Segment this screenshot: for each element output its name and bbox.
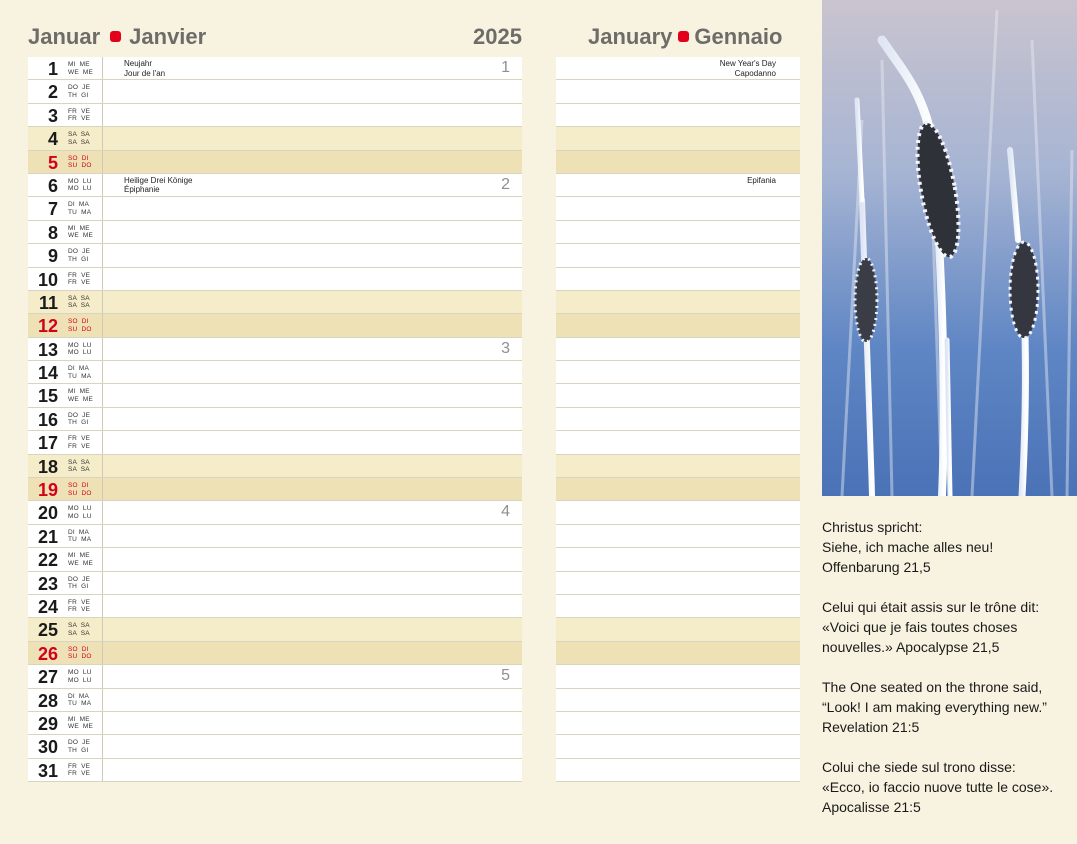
- day-row-20[interactable]: [28, 501, 522, 524]
- weekday-abbrev: [68, 412, 90, 427]
- day-row-13[interactable]: [28, 338, 522, 361]
- week-number: 3: [501, 339, 510, 357]
- day-number: 11: [38, 292, 58, 313]
- bible-verses: [822, 517, 1072, 837]
- day-row-15[interactable]: [556, 384, 800, 407]
- day-row-3[interactable]: [28, 104, 522, 127]
- weekday-line-1: DO JE: [68, 411, 91, 419]
- day-row-2[interactable]: [28, 80, 522, 103]
- day-row-25[interactable]: [28, 618, 522, 641]
- weekday-line-2: WE ME: [68, 68, 94, 76]
- weekday-abbrev: [68, 459, 90, 474]
- weekday-line-1: DI MA: [68, 692, 90, 700]
- column-divider: [102, 268, 103, 290]
- weekday-line-1: FR VE: [68, 762, 91, 770]
- weekday-line-1: MO LU: [68, 505, 92, 513]
- year-label: 2025: [473, 24, 522, 49]
- week-number: 2: [501, 175, 510, 193]
- weekday-line-2: MO LU: [68, 349, 92, 357]
- weekday-line-1: FR VE: [68, 271, 91, 279]
- day-row-6[interactable]: [556, 174, 800, 197]
- day-row-27[interactable]: [28, 665, 522, 688]
- red-dot-icon: [110, 31, 121, 42]
- weekday-abbrev: [68, 178, 92, 193]
- weekday-line-2: WE ME: [68, 559, 94, 567]
- day-row-8[interactable]: [556, 221, 800, 244]
- day-row-3[interactable]: [556, 104, 800, 127]
- weekday-abbrev: [68, 155, 92, 170]
- weekday-line-2: TH GI: [68, 583, 89, 591]
- day-number: 31: [37, 760, 58, 781]
- column-divider: [102, 455, 103, 477]
- weekday-abbrev: [68, 225, 93, 240]
- month-it: Gennaio: [694, 24, 783, 49]
- weekday-abbrev: [68, 295, 90, 310]
- day-number: 3: [47, 105, 58, 126]
- verse-paragraph: The One seated on the throne said, “Look! I am making everything new.” Revelation 21:5: [822, 679, 1047, 735]
- day-row-16[interactable]: [28, 408, 522, 431]
- column-divider: [102, 712, 103, 734]
- calendar-right: [556, 57, 800, 782]
- weekday-abbrev: [68, 482, 92, 497]
- day-row-28[interactable]: [28, 689, 522, 712]
- day-row-5[interactable]: [556, 151, 800, 174]
- column-divider: [102, 478, 103, 500]
- day-row-5[interactable]: [28, 151, 522, 174]
- week-number: 4: [501, 503, 510, 521]
- day-number: 12: [37, 316, 58, 337]
- day-row-17[interactable]: [556, 431, 800, 454]
- day-row-26[interactable]: [28, 642, 522, 665]
- day-row-21[interactable]: [28, 525, 522, 548]
- day-row-19[interactable]: [556, 478, 800, 501]
- day-number: 22: [37, 550, 58, 571]
- day-row-4[interactable]: [556, 127, 800, 150]
- weekday-abbrev: [68, 435, 90, 450]
- column-divider: [102, 151, 103, 173]
- day-number: 7: [47, 199, 58, 220]
- weekday-line-2: SA SA: [68, 629, 90, 637]
- weekday-line-1: SO DI: [68, 482, 89, 490]
- weekday-line-1: DO JE: [68, 248, 91, 256]
- day-row-27[interactable]: [556, 665, 800, 688]
- column-divider: [102, 525, 103, 547]
- weekday-abbrev: [68, 61, 93, 76]
- weekday-line-2: TH GI: [68, 746, 89, 754]
- column-divider: [102, 291, 103, 313]
- weekday-abbrev: [68, 505, 92, 520]
- weekday-line-2: FR VE: [68, 606, 91, 614]
- month-fr: Janvier: [129, 24, 207, 49]
- day-row-9[interactable]: [28, 244, 522, 267]
- day-number: 21: [37, 526, 58, 547]
- day-row-21[interactable]: [556, 525, 800, 548]
- weekday-abbrev: [68, 599, 90, 614]
- day-number: 16: [37, 409, 58, 430]
- weekday-line-2: FR VE: [68, 442, 91, 450]
- weekday-line-2: SA SA: [68, 466, 90, 474]
- weekday-line-2: WE ME: [68, 723, 94, 731]
- weekday-line-1: FR VE: [68, 435, 91, 443]
- day-number: 26: [37, 643, 58, 664]
- day-row-1[interactable]: [28, 57, 522, 80]
- column-divider: [102, 361, 103, 383]
- weekday-line-1: FR VE: [68, 107, 91, 115]
- column-divider: [102, 665, 103, 687]
- weekday-line-2: SA SA: [68, 302, 90, 310]
- column-divider: [102, 221, 103, 243]
- day-number: 24: [37, 596, 58, 617]
- column-divider: [102, 759, 103, 781]
- day-number: 15: [37, 386, 58, 407]
- weekday-abbrev: [68, 365, 91, 380]
- month-de: Januar: [28, 24, 101, 49]
- weekday-line-2: TU MA: [68, 700, 92, 708]
- weekday-abbrev: [68, 342, 92, 357]
- weekday-abbrev: [68, 388, 93, 403]
- day-number: 13: [37, 339, 58, 360]
- month-en: January: [588, 24, 673, 49]
- verse-paragraph: Christus spricht: Siehe, ich mache alles neu! Offenbarung 21,5: [822, 519, 994, 575]
- day-number: 18: [37, 456, 58, 477]
- weekday-line-2: MO LU: [68, 676, 92, 684]
- column-divider: [102, 174, 103, 196]
- column-divider: [102, 572, 103, 594]
- column-divider: [102, 197, 103, 219]
- day-row-10[interactable]: [28, 268, 522, 291]
- day-row-26[interactable]: [556, 642, 800, 665]
- weekday-line-2: MO LU: [68, 512, 92, 520]
- weekday-line-2: TU MA: [68, 536, 92, 544]
- day-row-16[interactable]: [556, 408, 800, 431]
- weekday-line-1: SO DI: [68, 645, 89, 653]
- day-row-31[interactable]: [556, 759, 800, 782]
- day-row-12[interactable]: [28, 314, 522, 337]
- column-divider: [102, 642, 103, 664]
- weekday-line-1: DO JE: [68, 739, 91, 747]
- column-divider: [102, 689, 103, 711]
- day-row-6[interactable]: [28, 174, 522, 197]
- weekday-line-2: SU DO: [68, 489, 92, 497]
- day-row-18[interactable]: [556, 455, 800, 478]
- weekday-line-1: SA SA: [68, 294, 90, 302]
- day-row-28[interactable]: [556, 689, 800, 712]
- calendar-left: [28, 57, 522, 782]
- weekday-abbrev: [68, 529, 91, 544]
- day-number: 10: [37, 269, 58, 290]
- holiday-note: Heilige Drei Könige Épiphanie: [124, 175, 193, 195]
- column-divider: [102, 618, 103, 640]
- day-row-7[interactable]: [28, 197, 522, 220]
- day-number: 8: [47, 222, 58, 243]
- weekday-abbrev: [68, 669, 92, 684]
- day-number: 4: [47, 129, 58, 150]
- weekday-line-2: WE ME: [68, 395, 94, 403]
- holiday-note: Epifania: [747, 175, 776, 185]
- day-row-12[interactable]: [556, 314, 800, 337]
- weekday-abbrev: [68, 552, 93, 567]
- weekday-line-1: FR VE: [68, 598, 91, 606]
- weekday-abbrev: [68, 131, 90, 146]
- red-dot-icon: [678, 31, 689, 42]
- weekday-line-2: TH GI: [68, 419, 89, 427]
- weekday-line-2: SU DO: [68, 162, 92, 170]
- day-row-9[interactable]: [556, 244, 800, 267]
- weekday-abbrev: [68, 763, 90, 778]
- day-row-14[interactable]: [28, 361, 522, 384]
- week-number: 1: [501, 59, 510, 76]
- day-number: 28: [37, 690, 58, 711]
- day-row-13[interactable]: [556, 338, 800, 361]
- day-row-10[interactable]: [556, 268, 800, 291]
- frosted-cattails-photo: [822, 0, 1077, 496]
- column-divider: [102, 501, 103, 523]
- weekday-line-1: MI ME: [68, 715, 90, 723]
- day-row-29[interactable]: [28, 712, 522, 735]
- column-divider: [102, 408, 103, 430]
- weekday-line-2: SU DO: [68, 653, 92, 661]
- weekday-line-1: MI ME: [68, 61, 90, 68]
- day-row-23[interactable]: [28, 572, 522, 595]
- weekday-abbrev: [68, 84, 90, 99]
- weekday-line-2: SU DO: [68, 325, 92, 333]
- day-row-8[interactable]: [28, 221, 522, 244]
- day-row-15[interactable]: [28, 384, 522, 407]
- weekday-abbrev: [68, 716, 93, 731]
- weekday-line-1: DO JE: [68, 575, 91, 583]
- day-row-24[interactable]: [28, 595, 522, 618]
- column-divider: [102, 314, 103, 336]
- weekday-line-2: TU MA: [68, 372, 92, 380]
- verse-paragraph: Colui che siede sul trono disse: «Ecco, io faccio nuove tutte le cose». Apocalisse 21:5: [822, 759, 1054, 815]
- weekday-line-2: FR VE: [68, 115, 91, 123]
- weekday-line-1: MO LU: [68, 177, 92, 185]
- day-row-17[interactable]: [28, 431, 522, 454]
- weekday-line-1: SA SA: [68, 458, 90, 466]
- day-row-18[interactable]: [28, 455, 522, 478]
- weekday-line-1: SO DI: [68, 154, 89, 162]
- weekday-line-1: MI ME: [68, 552, 90, 560]
- day-number: 5: [47, 152, 58, 173]
- day-row-22[interactable]: [28, 548, 522, 571]
- day-row-2[interactable]: [556, 80, 800, 103]
- day-row-14[interactable]: [556, 361, 800, 384]
- weekday-line-2: WE ME: [68, 232, 94, 240]
- column-divider: [102, 595, 103, 617]
- weekday-line-1: DI MA: [68, 528, 90, 536]
- weekday-line-1: MO LU: [68, 341, 92, 349]
- column-divider: [102, 384, 103, 406]
- holiday-note: Neujahr Jour de l'an: [124, 59, 166, 78]
- weekday-abbrev: [68, 646, 92, 661]
- weekday-abbrev: [68, 318, 92, 333]
- weekday-line-1: DO JE: [68, 84, 91, 92]
- holiday-note: New Year's Day Capodanno: [719, 59, 776, 78]
- verse-paragraph: Celui qui était assis sur le trône dit: «Voici que je fais toutes choses nouvelles.» Apocalypse 21,5: [822, 599, 1040, 655]
- day-row-20[interactable]: [556, 501, 800, 524]
- day-row-4[interactable]: [28, 127, 522, 150]
- day-row-31[interactable]: [28, 759, 522, 782]
- day-number: 2: [47, 82, 58, 103]
- column-divider: [102, 735, 103, 757]
- day-number: 30: [37, 737, 58, 758]
- weekday-abbrev: [68, 248, 90, 263]
- weekday-line-1: MI ME: [68, 224, 90, 232]
- column-divider: [102, 57, 103, 79]
- weekday-line-1: MI ME: [68, 388, 90, 396]
- month-header-right: [588, 24, 782, 50]
- weekday-line-1: DI MA: [68, 365, 90, 373]
- day-number: 6: [47, 175, 58, 196]
- column-divider: [102, 104, 103, 126]
- weekday-line-1: SO DI: [68, 318, 89, 326]
- weekday-abbrev: [68, 201, 91, 216]
- weekday-abbrev: [68, 693, 91, 708]
- weekday-line-2: MO LU: [68, 185, 92, 193]
- weekday-abbrev: [68, 622, 90, 637]
- day-number: 29: [37, 713, 58, 734]
- weekday-line-2: SA SA: [68, 138, 90, 146]
- column-divider: [102, 431, 103, 453]
- day-number: 19: [37, 480, 58, 501]
- column-divider: [102, 127, 103, 149]
- weekday-line-2: FR VE: [68, 279, 91, 287]
- day-row-11[interactable]: [556, 291, 800, 314]
- weekday-line-2: FR VE: [68, 770, 91, 778]
- day-row-30[interactable]: [28, 735, 522, 758]
- weekday-line-2: TH GI: [68, 255, 89, 263]
- weekday-line-1: MO LU: [68, 669, 92, 677]
- day-number: 25: [37, 620, 58, 641]
- day-row-29[interactable]: [556, 712, 800, 735]
- day-number: 9: [47, 246, 58, 267]
- day-row-1[interactable]: [556, 57, 800, 80]
- month-header-left: [28, 24, 206, 50]
- day-row-7[interactable]: [556, 197, 800, 220]
- column-divider: [102, 548, 103, 570]
- column-divider: [102, 244, 103, 266]
- weekday-line-1: DI MA: [68, 201, 90, 209]
- day-row-25[interactable]: [556, 618, 800, 641]
- day-row-30[interactable]: [556, 735, 800, 758]
- day-row-11[interactable]: [28, 291, 522, 314]
- weekday-abbrev: [68, 272, 90, 287]
- day-number: 17: [37, 433, 58, 454]
- day-number: 1: [47, 59, 58, 79]
- weekday-line-1: SA SA: [68, 622, 90, 630]
- day-row-22[interactable]: [556, 548, 800, 571]
- column-divider: [102, 338, 103, 360]
- day-row-24[interactable]: [556, 595, 800, 618]
- weekday-abbrev: [68, 576, 90, 591]
- week-number: 5: [501, 667, 510, 685]
- day-number: 14: [37, 363, 58, 384]
- day-number: 27: [37, 667, 58, 688]
- weekday-abbrev: [68, 739, 90, 754]
- column-divider: [102, 80, 103, 102]
- weekday-line-1: SA SA: [68, 131, 90, 139]
- day-row-23[interactable]: [556, 572, 800, 595]
- weekday-line-2: TU MA: [68, 208, 92, 216]
- weekday-line-2: TH GI: [68, 91, 89, 99]
- day-number: 23: [37, 573, 58, 594]
- day-row-19[interactable]: [28, 478, 522, 501]
- weekday-abbrev: [68, 108, 90, 123]
- day-number: 20: [37, 503, 58, 524]
